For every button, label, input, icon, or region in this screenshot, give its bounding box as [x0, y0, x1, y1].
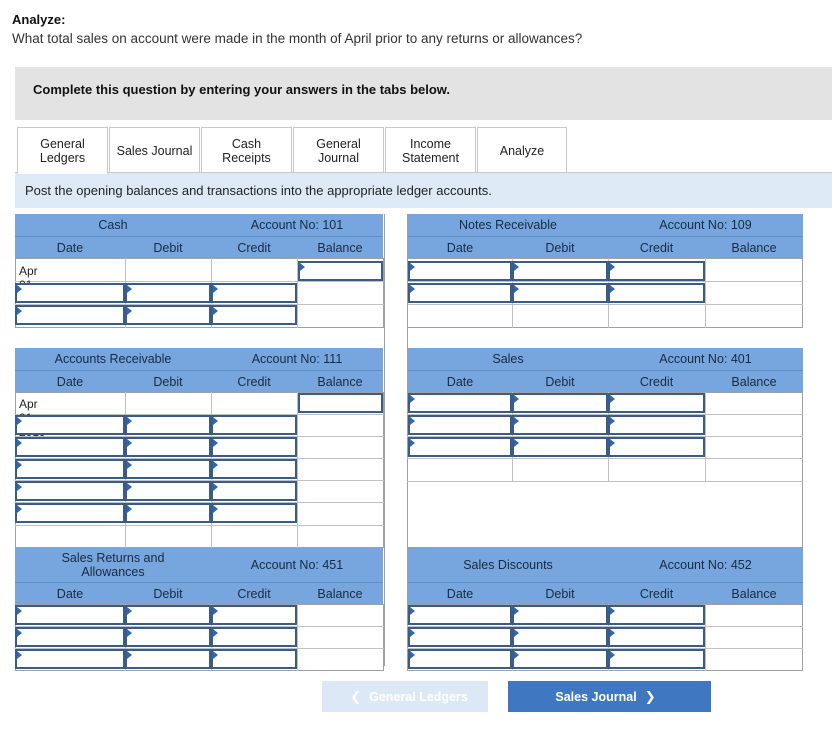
ar-debit-input[interactable] — [125, 459, 211, 479]
tab-instruction: Post the opening balances and transactions into the appropriate ledger accounts. — [15, 172, 832, 208]
col-credit: Credit — [608, 370, 705, 392]
tab-income-statement[interactable]: Income Statement — [385, 127, 476, 173]
returns-date-input[interactable] — [15, 605, 125, 625]
col-date: Date — [15, 582, 125, 604]
returns-credit-input[interactable] — [211, 649, 297, 669]
ar-credit-input[interactable] — [211, 437, 297, 457]
ar-credit-input[interactable] — [211, 415, 297, 435]
returns-credit-input[interactable] — [211, 627, 297, 647]
next-tab-label: Sales Journal — [555, 689, 637, 704]
prev-tab-label: General Ledgers — [369, 689, 468, 704]
discounts-date-input[interactable] — [408, 627, 512, 647]
discounts-credit-input[interactable] — [608, 605, 705, 625]
col-balance: Balance — [297, 582, 383, 604]
tab-cash-receipts[interactable]: Cash Receipts — [201, 127, 292, 173]
notes-date-input[interactable] — [408, 261, 512, 281]
ar-credit-input[interactable] — [211, 503, 297, 523]
sales-credit-input[interactable] — [608, 393, 705, 413]
sales-debit-input[interactable] — [512, 437, 608, 457]
instruction-banner — [15, 67, 832, 120]
discounts-credit-input[interactable] — [608, 649, 705, 669]
account-number: Account No: 111 — [211, 348, 383, 370]
ar-debit-input[interactable] — [125, 415, 211, 435]
tab-sales-journal[interactable]: Sales Journal — [109, 127, 200, 173]
col-debit: Debit — [125, 582, 211, 604]
account-number: Account No: 401 — [608, 348, 803, 370]
returns-debit-input[interactable] — [125, 627, 211, 647]
col-debit: Debit — [125, 370, 211, 392]
cash-debit-input[interactable] — [125, 283, 211, 303]
ar-debit-input[interactable] — [125, 503, 211, 523]
discounts-date-input[interactable] — [408, 649, 512, 669]
question-text: What total sales on account were made in the month of April prior to any returns or allowances? — [12, 31, 583, 46]
ledger-title: Sales Discounts — [408, 548, 608, 582]
discounts-debit-input[interactable] — [512, 627, 608, 647]
ledger-title: Notes Receivable — [408, 214, 608, 236]
returns-debit-input[interactable] — [125, 605, 211, 625]
col-debit: Debit — [512, 370, 608, 392]
sales-credit-input[interactable] — [608, 437, 705, 457]
col-balance: Balance — [705, 582, 803, 604]
col-credit: Credit — [608, 236, 705, 258]
col-debit: Debit — [125, 236, 211, 258]
col-date: Date — [408, 236, 512, 258]
sales-debit-input[interactable] — [512, 415, 608, 435]
col-debit: Debit — [512, 236, 608, 258]
ar-date-input[interactable] — [15, 415, 125, 435]
ar-debit-input[interactable] — [125, 481, 211, 501]
returns-credit-input[interactable] — [211, 605, 297, 625]
col-credit: Credit — [211, 370, 297, 392]
chevron-left-icon: ❮ — [350, 688, 362, 704]
tab-general-journal[interactable]: General Journal — [293, 127, 384, 173]
prev-tab-button[interactable] — [322, 681, 488, 712]
sales-debit-input[interactable] — [512, 393, 608, 413]
ar-date-input[interactable] — [15, 503, 125, 523]
discounts-debit-input[interactable] — [512, 649, 608, 669]
col-balance: Balance — [297, 370, 383, 392]
returns-date-input[interactable] — [15, 627, 125, 647]
ledger-title: Sales Returns and Allowances — [15, 548, 211, 582]
cash-date-input[interactable] — [15, 305, 125, 325]
ledger-title: Accounts Receivable — [15, 348, 211, 370]
col-debit: Debit — [512, 582, 608, 604]
sales-date-input[interactable] — [408, 437, 512, 457]
ar-debit-input[interactable] — [125, 437, 211, 457]
cash-credit-input[interactable] — [211, 305, 297, 325]
account-number: Account No: 452 — [608, 548, 803, 582]
col-balance: Balance — [705, 236, 803, 258]
returns-date-input[interactable] — [15, 649, 125, 669]
discounts-debit-input[interactable] — [512, 605, 608, 625]
notes-debit-input[interactable] — [512, 283, 608, 303]
notes-credit-input[interactable] — [608, 283, 705, 303]
col-credit: Credit — [608, 582, 705, 604]
next-tab-button[interactable] — [508, 681, 711, 712]
ar-date-input[interactable] — [15, 481, 125, 501]
col-balance: Balance — [705, 370, 803, 392]
ledger-title: Cash — [15, 214, 211, 236]
question-heading: Analyze: — [12, 12, 66, 27]
sales-credit-input[interactable] — [608, 415, 705, 435]
cash-date-input[interactable] — [15, 283, 125, 303]
tab-general-ledgers[interactable]: General Ledgers — [17, 127, 108, 174]
ar-balance-input[interactable] — [298, 393, 383, 413]
account-number: Account No: 451 — [211, 548, 383, 582]
banner-text: Complete this question by entering your answers in the tabs below. — [33, 82, 451, 97]
discounts-date-input[interactable] — [408, 605, 512, 625]
col-date: Date — [15, 370, 125, 392]
notes-credit-input[interactable] — [608, 261, 705, 281]
sales-date-input[interactable] — [408, 415, 512, 435]
cash-debit-input[interactable] — [125, 305, 211, 325]
cash-balance-input[interactable] — [298, 261, 383, 281]
col-date: Date — [408, 370, 512, 392]
ar-credit-input[interactable] — [211, 459, 297, 479]
ar-date-input[interactable] — [15, 437, 125, 457]
notes-date-input[interactable] — [408, 283, 512, 303]
col-date: Date — [15, 236, 125, 258]
chevron-right-icon: ❯ — [644, 688, 656, 704]
col-credit: Credit — [211, 582, 297, 604]
returns-debit-input[interactable] — [125, 649, 211, 669]
discounts-credit-input[interactable] — [608, 627, 705, 647]
tab-analyze[interactable]: Analyze — [477, 127, 567, 173]
notes-debit-input[interactable] — [512, 261, 608, 281]
sales-date-input[interactable] — [408, 393, 512, 413]
account-number: Account No: 109 — [608, 214, 803, 236]
opening-date: Apr — [19, 397, 38, 411]
ar-date-input[interactable] — [15, 459, 125, 479]
col-date: Date — [408, 582, 512, 604]
cash-credit-input[interactable] — [211, 283, 297, 303]
account-number: Account No: 101 — [211, 214, 383, 236]
opening-date: Apr — [19, 264, 38, 278]
ledger-title: Sales — [408, 348, 608, 370]
col-balance: Balance — [297, 236, 383, 258]
ar-credit-input[interactable] — [211, 481, 297, 501]
col-credit: Credit — [211, 236, 297, 258]
